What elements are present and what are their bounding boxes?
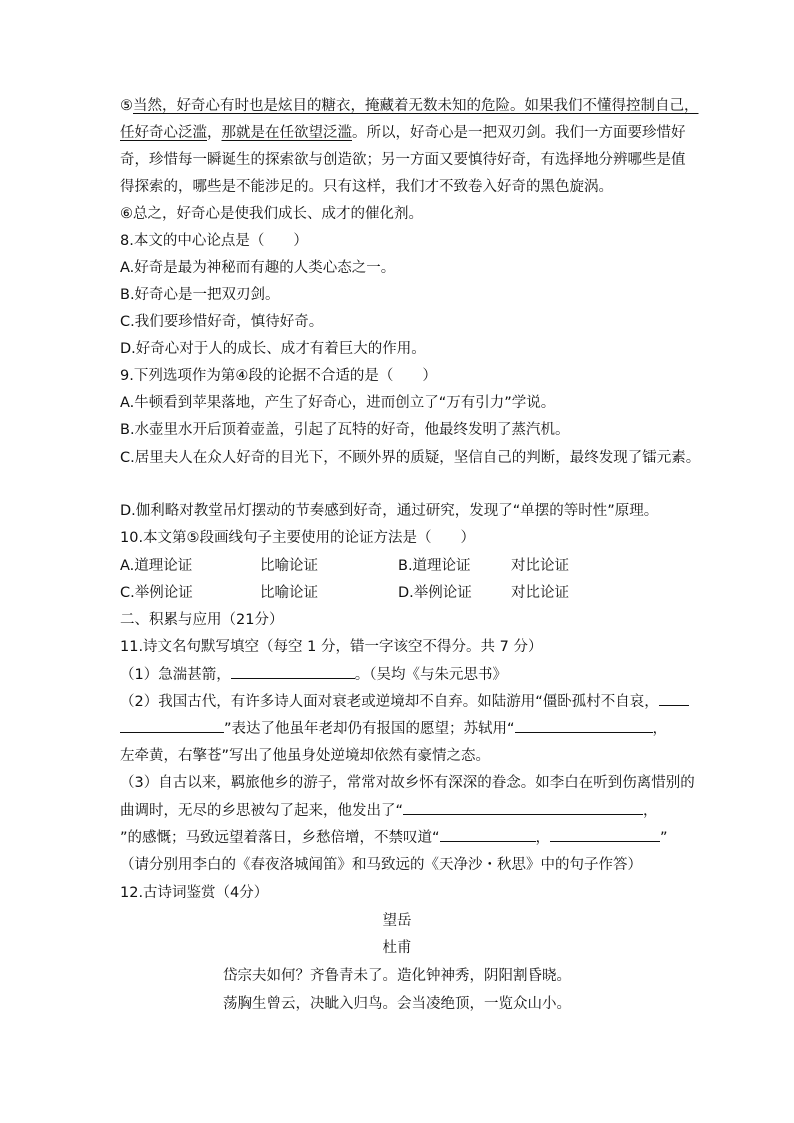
question-11-item-2-line-3: 左牵黄，右擎苍”写出了他虽身处逆境却依然有豪情之态。 bbox=[120, 748, 491, 764]
question-10-option-b: B.道理论证 bbox=[398, 558, 471, 574]
question-12-stem: 12.古诗词鉴赏（4分） bbox=[120, 885, 269, 901]
poem-line-1: 岱宗夫如何？齐鲁青未了。造化钟神秀，阴阳割昏晓。 bbox=[223, 968, 571, 984]
paragraph-5-line-2 bbox=[120, 123, 686, 143]
paragraph-6: ⑥总之，好奇心是使我们成长、成才的催化剂。 bbox=[120, 206, 423, 222]
question-9-stem: 9.下列选项作为第④段的论据不合适的是（ ） bbox=[120, 368, 437, 384]
question-11-item-3-line-3 bbox=[120, 827, 668, 848]
question-8-option-d: D.好奇心对于人的成长、成才有着巨大的作用。 bbox=[120, 341, 426, 357]
text: ”表达了他虽年老却仍有报国的愿望；苏轼用“ bbox=[224, 721, 515, 737]
text: 。所以，好奇心是一把双刃剑。我们一方面要珍惜好 bbox=[352, 125, 686, 141]
question-11-stem: 11.诗文名句默写填空（每空 1 分，错一字该空不得分。共 7 分） bbox=[120, 639, 543, 655]
section-2-heading: 二、积累与应用（21分） bbox=[120, 612, 284, 628]
question-10-option-c: C.举例论证 bbox=[120, 585, 193, 601]
fill-blank[interactable] bbox=[120, 718, 224, 733]
paragraph-5-line-3: 奇，珍惜每一瞬诞生的探索欲与创造欲；另一方面又要慎待好奇，有选择地分辨哪些是值 bbox=[120, 152, 686, 168]
question-8-stem: 8.本文的中心论点是（ ） bbox=[120, 233, 308, 249]
poem-line-2: 荡胸生曾云，决眦入归鸟。会当凌绝顶，一览众山小。 bbox=[223, 996, 571, 1012]
question-9-option-c: C.居里夫人在众人好奇的目光下，不顾外界的质疑，坚信自己的判断，最终发现了镭元素。 bbox=[120, 450, 701, 466]
text: ”的感慨；马致远望着落日，乡愁倍增，不禁叹道“ bbox=[120, 830, 440, 846]
question-10-option-a: A.道理论证 bbox=[120, 558, 193, 574]
underlined-sentence: 任好奇心泛滥 bbox=[120, 125, 207, 141]
question-10-option-a-2: 比喻论证 bbox=[260, 558, 318, 574]
text: 。（吴均《与朱元思书》 bbox=[354, 667, 507, 683]
fill-blank[interactable] bbox=[403, 800, 643, 815]
question-11-item-3-line-2 bbox=[120, 800, 658, 821]
text: 曲调时，无尽的乡思被勾了起来，他发出了“ bbox=[120, 803, 404, 819]
text: ， bbox=[652, 721, 668, 737]
question-10-stem: 10.本文第⑤段画线句子主要使用的论证方法是（ ） bbox=[120, 530, 476, 546]
fill-blank[interactable] bbox=[550, 827, 660, 842]
paragraph-5-line-1 bbox=[120, 96, 699, 116]
punctuation: ， bbox=[207, 125, 222, 141]
question-9-option-a: A.牛顿看到苹果落地，产生了好奇心，进而创立了“万有引力”学说。 bbox=[120, 395, 556, 411]
question-11-item-1 bbox=[120, 664, 507, 685]
paragraph-number: ⑤ bbox=[120, 98, 133, 114]
question-10-option-d: D.举例论证 bbox=[398, 585, 472, 601]
underlined-sentence: 那就是在任欲望泛滥 bbox=[221, 125, 352, 141]
text: ” bbox=[660, 830, 668, 846]
question-8-option-a: A.好奇是最为神秘而有趣的人类心态之一。 bbox=[120, 260, 396, 276]
fill-blank[interactable] bbox=[231, 664, 355, 679]
paragraph-5-line-4: 得探索的，哪些是不能涉足的。只有这样，我们才不致卷入好奇的黑色旋涡。 bbox=[120, 179, 613, 195]
question-10-option-c-2: 比喻论证 bbox=[260, 585, 318, 601]
text: （1）急湍甚箭， bbox=[120, 667, 231, 683]
question-10-option-d-2: 对比论证 bbox=[511, 585, 569, 601]
underlined-sentence: 当然，好奇心有时也是炫目的糖衣，掩藏着无数未知的危险。如果我们不懂得控制自己， bbox=[133, 98, 699, 114]
question-9-option-b: B.水壶里水开后顶着壶盖，引起了瓦特的好奇，他最终发明了蒸汽机。 bbox=[120, 422, 570, 438]
fill-blank[interactable] bbox=[515, 718, 653, 733]
question-11-item-3-note: （请分别用李白的《春夜洛城闻笛》和马致远的《天净沙・秋思》中的句子作答） bbox=[120, 857, 642, 873]
question-10-option-b-2: 对比论证 bbox=[511, 558, 569, 574]
question-9-option-d: D.伽利略对教堂吊灯摆动的节奏感到好奇，通过研究，发现了“单摆的等时性”原理。 bbox=[120, 503, 659, 519]
question-11-item-2-line-1 bbox=[120, 691, 689, 712]
poem-author: 杜甫 bbox=[382, 940, 412, 956]
poem-title: 望岳 bbox=[382, 913, 412, 929]
question-8-option-c: C.我们要珍惜好奇，慎待好奇。 bbox=[120, 314, 324, 330]
fill-blank[interactable] bbox=[440, 827, 536, 842]
question-8-option-b: B.好奇心是一把双刃剑。 bbox=[120, 287, 280, 303]
text: ， bbox=[535, 830, 551, 846]
text: ， bbox=[643, 803, 658, 819]
text: （2）我国古代，有许多诗人面对衰老或逆境却不自弃。如陆游用“僵卧孤村不自哀， bbox=[120, 694, 659, 710]
question-11-item-2-line-2 bbox=[120, 718, 667, 739]
fill-blank[interactable] bbox=[659, 691, 689, 706]
question-11-item-3-line-1: （3）自古以来，羁旅他乡的游子，常常对故乡怀有深深的眷念。如李白在听到伤离惜别的 bbox=[120, 775, 695, 791]
